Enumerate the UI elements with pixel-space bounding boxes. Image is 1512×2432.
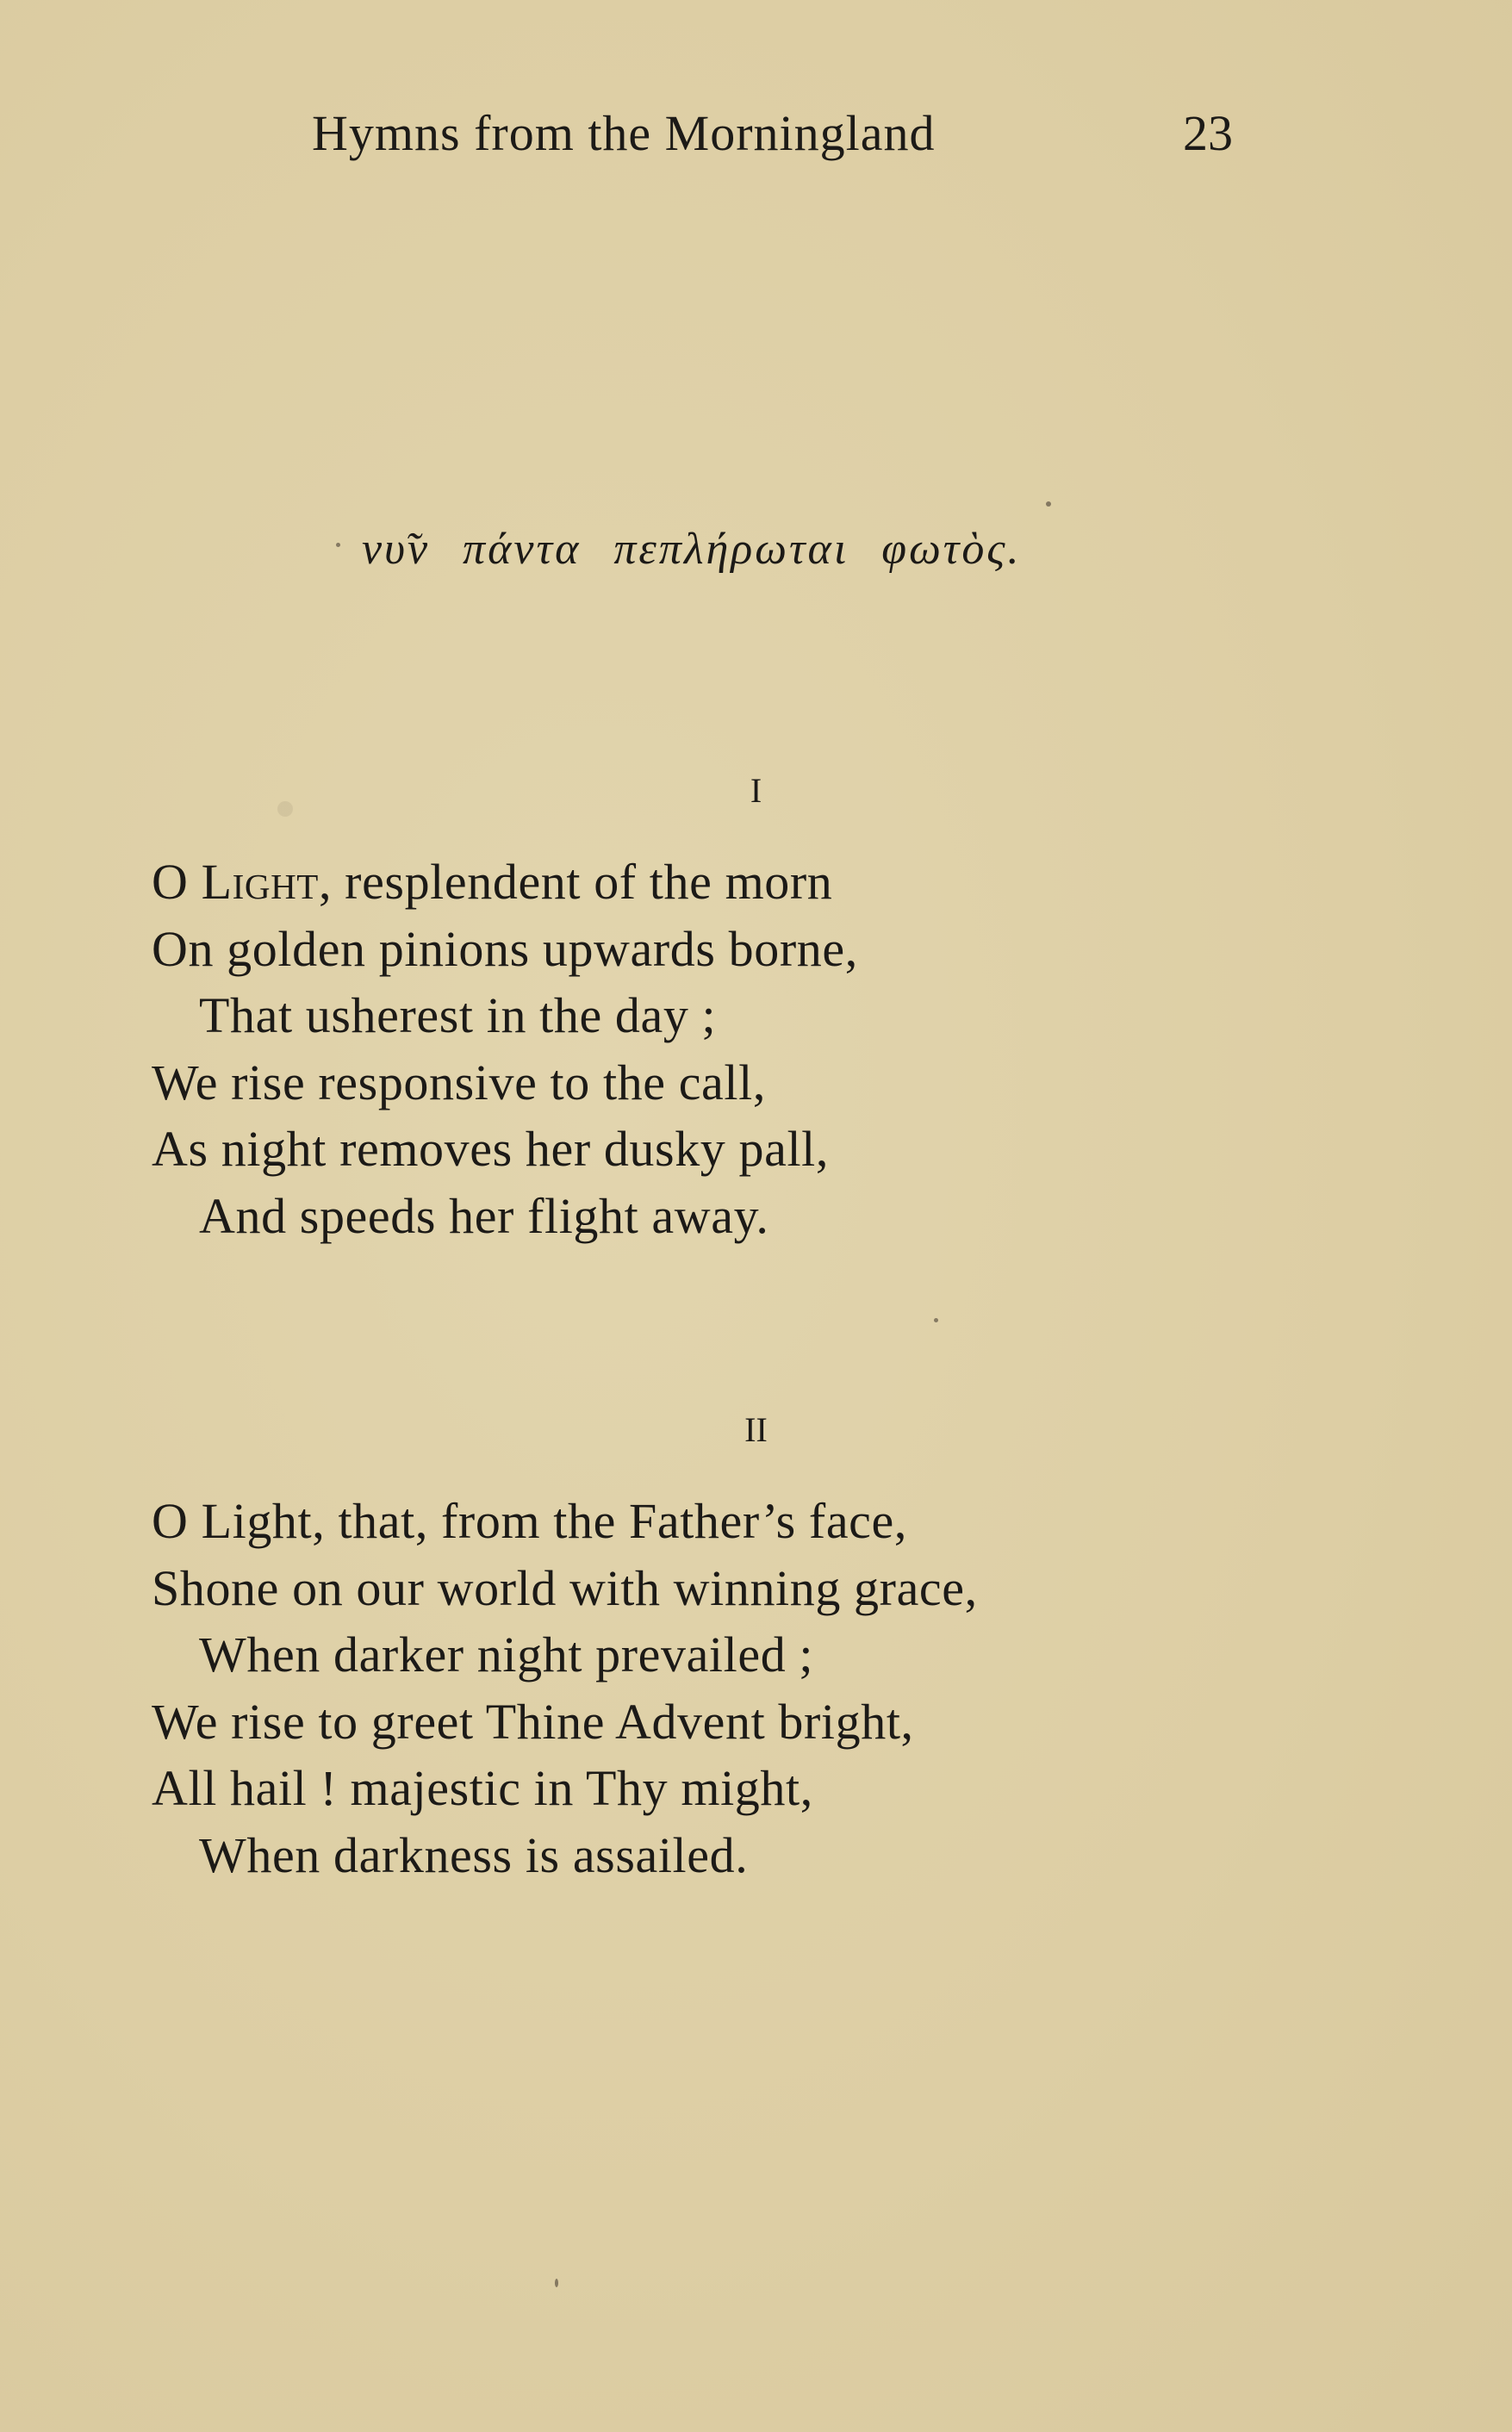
paper-stain (277, 801, 293, 817)
stanza-2-line-3: When darker night prevailed ; (199, 1627, 814, 1682)
line-lead: O (152, 854, 202, 910)
stanza-1-line-2: On golden pinions upwards borne, (152, 920, 858, 977)
stanza-2-line-2: Shone on our world with winning grace, (152, 1559, 978, 1616)
stanza-1-line-1 (152, 849, 858, 916)
stanza-2-line-5: All hail ! majestic in Thy might, (152, 1760, 813, 1816)
stanza-1-line-4: We rise responsive to the call, (152, 1054, 766, 1110)
paper-speck (1046, 501, 1051, 507)
stanza-1 (152, 849, 858, 1249)
section-numeral-2: II (744, 1410, 768, 1449)
stanza-2-line-1: O Light, that, from the Father’s face, (152, 1493, 907, 1549)
stanza-1-line-5: As night removes her dusky pall, (152, 1121, 829, 1177)
paper-speck (934, 1318, 938, 1322)
greek-epigraph: νυ̃ν πάντα πεπλήρωται φωτὸς. (362, 525, 1022, 574)
stanza-2-line-4: We rise to greet Thine Advent bright, (152, 1693, 914, 1750)
stanza-1-line-3: That usherest in the day ; (199, 987, 717, 1043)
stanza-2-line-6: When darkness is assailed. (199, 1826, 749, 1883)
page-number: 23 (1183, 105, 1233, 161)
section-numeral-1: I (750, 771, 762, 810)
line-rest: , resplendent of the morn (318, 854, 833, 910)
running-title: Hymns from the Morningland (312, 105, 936, 161)
stanza-1-line-6: And speeds her flight away. (199, 1187, 769, 1244)
paper-speck (336, 543, 340, 547)
smallcaps-word: Light (201, 854, 319, 910)
stanza-2 (152, 1488, 978, 1888)
paper-speck (555, 2279, 558, 2287)
